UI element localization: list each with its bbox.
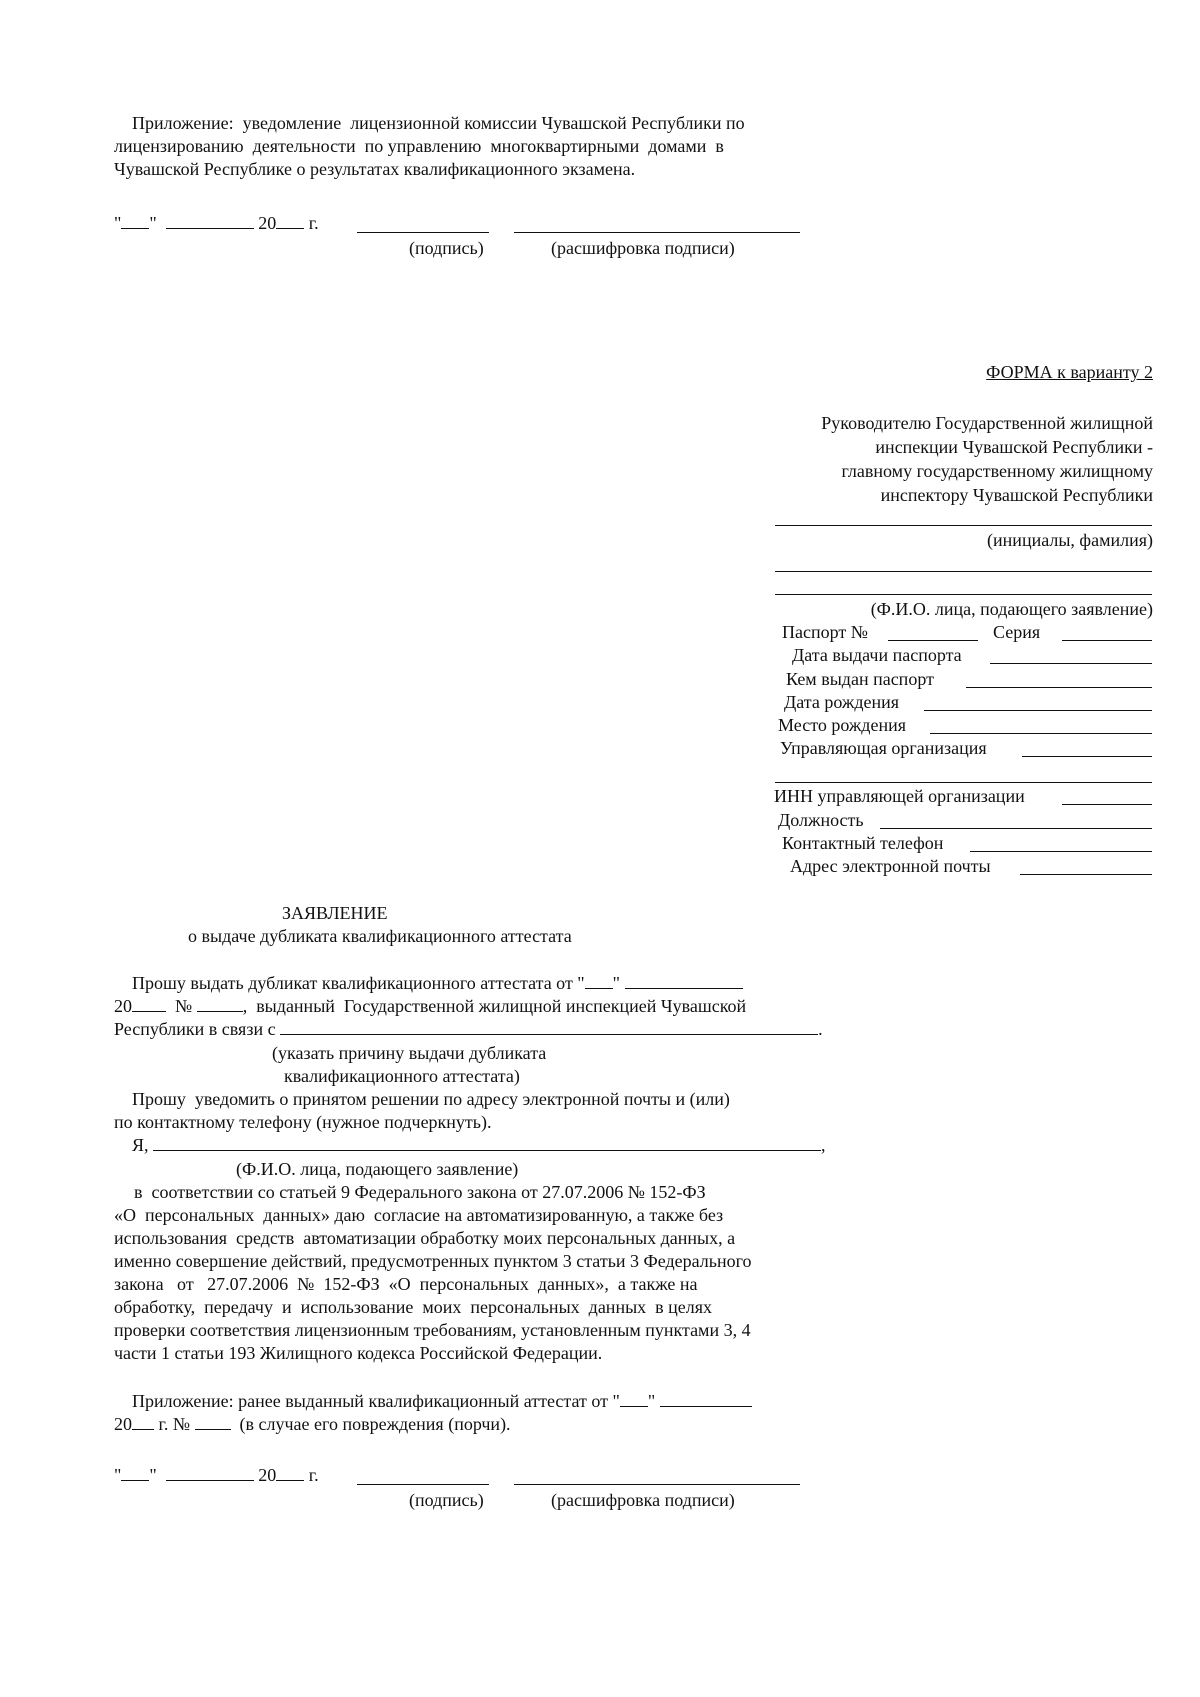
field-label: Адрес электронной почты <box>790 856 991 876</box>
day-blank <box>121 1465 149 1481</box>
signature-decode-line <box>514 1484 800 1485</box>
month-blank <box>660 1391 752 1407</box>
field-line <box>924 710 1152 711</box>
attachment-line-1: Приложение: ранее выданный квалификационный аттестат от " " <box>132 1390 752 1412</box>
notify-line-2: по контактному телефону (нужное подчеркнуть). <box>114 1112 492 1132</box>
series-line <box>1062 640 1152 641</box>
notify-line-1: Прошу уведомить о принятом решении по адресу электронной почты и (или) <box>132 1089 730 1109</box>
field-line <box>966 687 1152 688</box>
field-label: Дата рождения <box>784 692 900 712</box>
reason-hint-2: квалификационного аттестата) <box>284 1066 520 1086</box>
request-line-1: Прошу выдать дубликат квалификационного аттестата от " " <box>132 972 743 994</box>
consent-line-6: обработку, передачу и использование моих персональных данных в целях <box>114 1297 713 1317</box>
signature-line <box>357 1484 489 1485</box>
field-line <box>1062 804 1152 805</box>
addressee-line-3: главному государственному жилищному <box>841 461 1153 481</box>
consent-line-8: части 1 статьи 193 Жилищного кодекса Российской Федерации. <box>114 1343 603 1363</box>
field-line <box>1020 874 1152 875</box>
statement-subtitle: о выдаче дубликата квалификационного аттестата <box>188 926 572 946</box>
addressee-line-2: инспекции Чувашской Республики - <box>875 437 1153 457</box>
number-blank <box>195 1414 231 1430</box>
addressee-line-4: инспектору Чувашской Республики <box>880 485 1153 505</box>
top-line-2: лицензированию деятельности по управлению многоквартирными домами в <box>114 136 724 156</box>
number-blank <box>197 996 243 1012</box>
consent-line-4: именно совершение действий, предусмотренных пунктом 3 статьи 3 Федерального <box>114 1251 752 1271</box>
fio-line-2 <box>775 594 1152 595</box>
year-blank <box>132 996 166 1012</box>
top-line-1: Приложение: уведомление лицензионной комиссии Чувашской Республики по <box>132 113 745 133</box>
request-line-3: Республики в связи с . <box>114 1019 823 1039</box>
series-label: Серия <box>993 622 1041 642</box>
fio-blank <box>153 1135 821 1151</box>
month-blank <box>625 973 743 989</box>
day-blank <box>620 1391 648 1407</box>
field-label: Дата выдачи паспорта <box>792 645 962 665</box>
year-blank <box>276 1465 304 1481</box>
field-label: Кем выдан паспорт <box>786 669 934 689</box>
reason-hint-1: (указать причину выдачи дубликата <box>272 1043 547 1063</box>
addressee-line-1: Руководителю Государственной жилищной <box>821 413 1153 433</box>
fio-hint: (Ф.И.О. лица, подающего заявление) <box>236 1159 519 1179</box>
passport-label: Паспорт № <box>782 622 868 642</box>
field-line <box>930 733 1152 734</box>
field-label: Должность <box>778 810 864 830</box>
field-line <box>990 663 1152 664</box>
field-label: Место рождения <box>778 715 907 735</box>
field-line <box>1022 756 1152 757</box>
bottom-date-row: " " 20 г. <box>114 1465 319 1485</box>
signature-decode-label: (расшифровка подписи) <box>551 238 735 258</box>
day-blank <box>121 213 149 229</box>
org-extra-line <box>775 782 1152 783</box>
consent-line-2: «О персональных данных» даю согласие на автоматизированную, а также без <box>114 1205 724 1225</box>
request-line-2: 20 № , выданный Государственной жилищной инспекцией Чувашской <box>114 996 747 1016</box>
signature-label: (подпись) <box>409 238 484 258</box>
form-title: ФОРМА к варианту 2 <box>986 362 1153 382</box>
consent-line-5: закона от 27.07.2006 № 152-ФЗ «О персональных данных», а также на <box>114 1274 698 1294</box>
month-blank <box>166 1465 254 1481</box>
consent-line-1: в соответствии со статьей 9 Федерального закона от 27.07.2006 № 152-ФЗ <box>134 1182 706 1202</box>
statement-title: ЗАЯВЛЕНИЕ <box>282 903 388 923</box>
year-blank <box>276 213 304 229</box>
attachment-line-2: 20 г. № (в случае его повреждения (порчи). <box>114 1414 511 1434</box>
top-line-3: Чувашской Республике о результатах квалификационного экзамена. <box>114 159 636 179</box>
fio-line-1 <box>775 571 1152 572</box>
fio-label: (Ф.И.О. лица, подающего заявление) <box>870 599 1153 619</box>
day-blank <box>585 973 613 989</box>
consent-line-3: использования средств автоматизации обработку моих персональных данных, а <box>114 1228 736 1248</box>
month-blank <box>166 213 254 229</box>
year-blank <box>132 1414 154 1430</box>
signature-decode-label: (расшифровка подписи) <box>551 1490 735 1510</box>
reason-blank <box>280 1019 818 1035</box>
signature-line <box>357 232 489 233</box>
field-line <box>880 828 1152 829</box>
top-date-row: " " 20 г. <box>114 213 319 233</box>
field-label: Управляющая организация <box>780 738 987 758</box>
i-line: Я, , <box>132 1135 826 1155</box>
consent-line-7: проверки соответствия лицензионным требованиям, установленным пунктами 3, 4 <box>114 1320 751 1340</box>
field-label: Контактный телефон <box>782 833 944 853</box>
initials-label: (инициалы, фамилия) <box>987 530 1153 550</box>
signature-label: (подпись) <box>409 1490 484 1510</box>
initials-line <box>775 525 1152 526</box>
passport-number-line <box>888 640 978 641</box>
field-label: ИНН управляющей организации <box>774 786 1025 806</box>
field-line <box>970 851 1152 852</box>
signature-decode-line <box>514 232 800 233</box>
